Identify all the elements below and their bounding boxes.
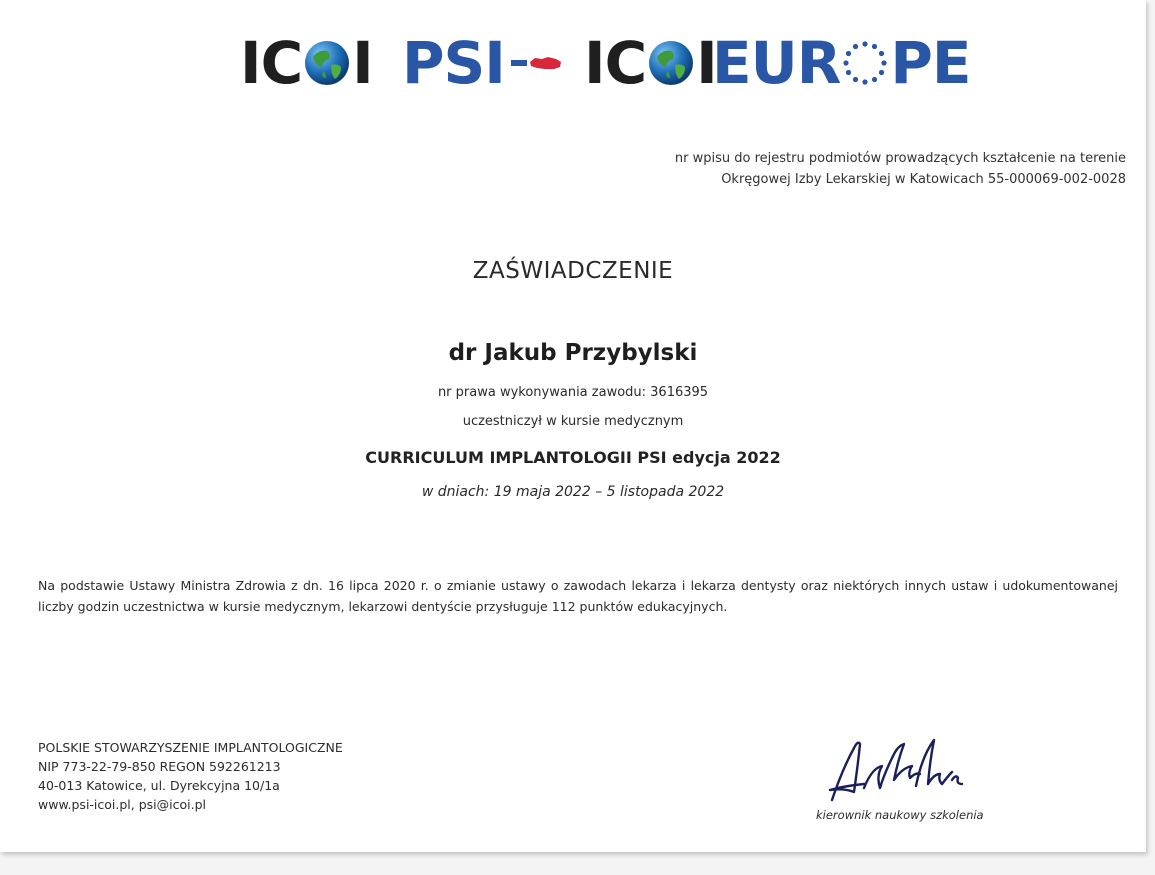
- register-line-1: nr wpisu do rejestru podmiotów prowadzących kształcenie na terenie: [674, 151, 1126, 166]
- signature-caption: kierownik naukowy szkolenia: [816, 808, 984, 822]
- icoi-logo: [240, 28, 373, 98]
- course-dates: w dniach: 19 maja 2022 – 5 listopada 2022: [421, 484, 725, 500]
- organization-address: 40-013 Katowice, ul. Dyrekcyjna 10/1a: [38, 778, 280, 793]
- handwritten-signature: [820, 730, 990, 810]
- logo-dash: [511, 60, 527, 66]
- recipient-name: dr Jakub Przybylski: [448, 340, 698, 366]
- organization-name: POLSKIE STOWARZYSZENIE IMPLANTOLOGICZNE: [38, 740, 343, 755]
- eu-stars-icon: [841, 39, 889, 87]
- logo-bar: [0, 28, 1146, 108]
- europe-logo-text-a: EUR: [712, 29, 841, 97]
- poland-map-icon: [529, 56, 563, 70]
- icoi-europe-logo-icoi: [584, 28, 717, 98]
- organization-ids: NIP 773-22-79-850 REGON 592261213: [38, 759, 281, 774]
- icoi-logo-text-a: IC: [240, 29, 303, 97]
- register-number: [526, 148, 1126, 190]
- certificate-title: ZAŚWIADCZENIE: [472, 258, 674, 284]
- icoi-logo-text-b: I: [352, 29, 373, 97]
- globe-icon: [303, 39, 351, 87]
- icoi-logo-text-a: IC: [584, 29, 647, 97]
- register-line-2: Okręgowej Izby Lekarskiej w Katowicach 55-000069-002-0028: [721, 172, 1126, 187]
- course-name: CURRICULUM IMPLANTOLOGII PSI edycja 2022: [365, 448, 781, 467]
- psi-logo: [402, 28, 563, 98]
- europe-logo-text-b: PE: [890, 29, 971, 97]
- organization-details: [38, 738, 343, 814]
- psi-logo-text: PSI: [402, 29, 505, 97]
- participation-text: uczestniczył w kursie medycznym: [462, 414, 684, 429]
- legal-basis-paragraph: Na podstawie Ustawy Ministra Zdrowia z dn. 16 lipca 2020 r. o zmianie ustawy o zawodach lekarza i lekarza dentysty oraz niektórych innych ustaw i udokumentowanej liczby godzin uczestnictwa w kursie medycznym, lekarzowi dentyście przysługuje 112 punktów edukacyjnych.: [38, 578, 1118, 614]
- europe-logo: [712, 28, 971, 98]
- icoi-logo-text-b: I: [696, 29, 717, 97]
- organization-contact: www.psi-icoi.pl, psi@icoi.pl: [38, 797, 206, 812]
- license-number: nr prawa wykonywania zawodu: 3616395: [437, 385, 709, 400]
- globe-icon: [647, 39, 695, 87]
